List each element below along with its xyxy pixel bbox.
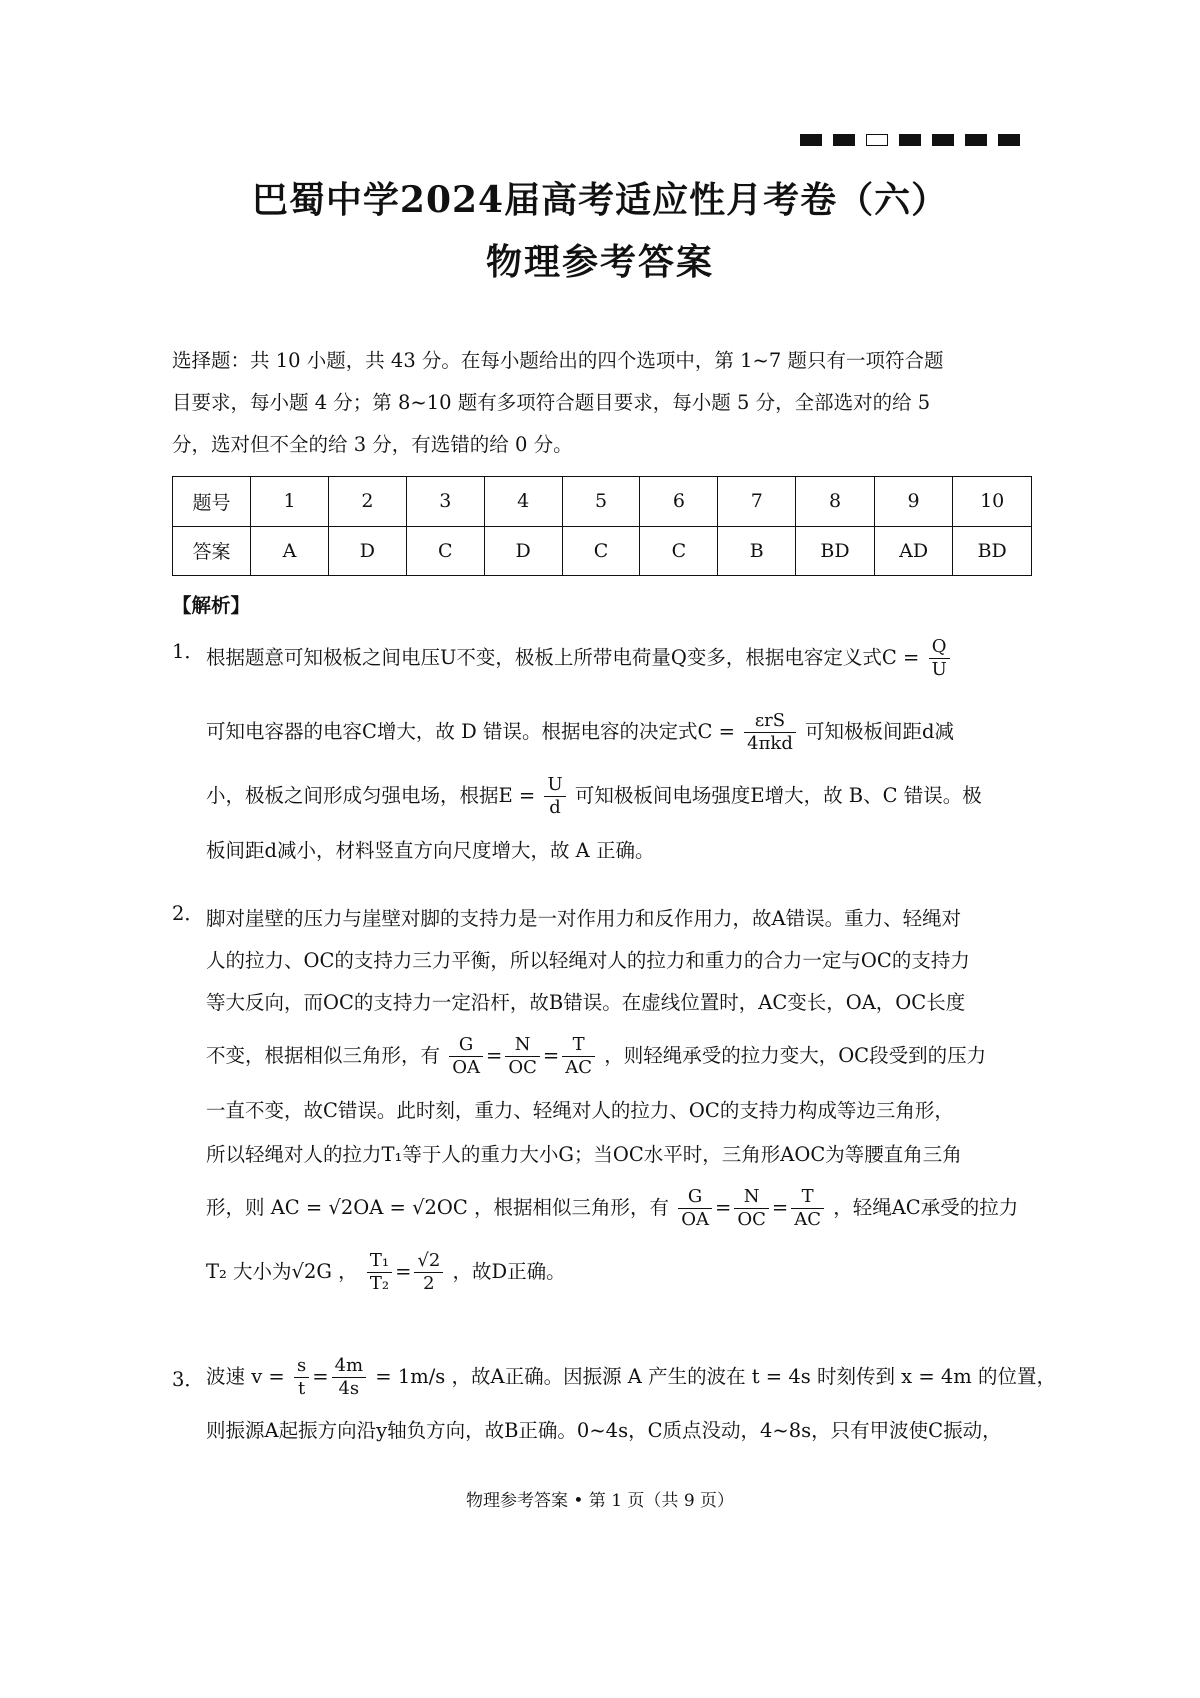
denominator: T₂	[369, 1273, 390, 1294]
denominator: AC	[565, 1057, 592, 1078]
solution-line: 人的拉力、OC的支持力三力平衡，所以轻绳对人的拉力和重力的合力一定与OC的支持力	[206, 949, 970, 972]
marker-square	[800, 134, 822, 146]
solution-line	[206, 636, 1032, 700]
text-run: ，故D正确。	[452, 1260, 566, 1283]
table-cell: 3	[406, 477, 484, 527]
text-run: 可知极板间距d减	[805, 720, 955, 743]
numerator: T₁	[367, 1250, 392, 1273]
question-number: 2．	[172, 902, 204, 925]
denominator: 2	[423, 1273, 435, 1294]
text-run: 小，极板之间形成匀强电场，根据E =	[206, 784, 536, 807]
table-cell: C	[562, 526, 640, 576]
fraction	[791, 1186, 824, 1231]
text-run: 可知电容器的电容C增大，故 D 错误。根据电容的决定式C =	[206, 720, 735, 743]
fraction	[734, 1186, 769, 1231]
denominator: 4πkd	[747, 733, 793, 754]
fraction	[414, 1250, 443, 1295]
solution-line: 板间距d减小，材料竖直方向尺度增大，故 A 正确。	[206, 839, 655, 862]
numerator: s	[294, 1355, 309, 1378]
fraction	[294, 1355, 309, 1400]
marker-square	[965, 134, 987, 146]
exam-title: 巴蜀中学2024届高考适应性月考卷（六）	[251, 179, 949, 221]
marker-square	[833, 134, 855, 146]
denominator: t	[297, 1378, 306, 1399]
analysis-heading: 【解析】	[172, 594, 251, 617]
answer-table	[172, 476, 1032, 576]
solution-3	[172, 1346, 1056, 1454]
table-cell: BD	[796, 526, 875, 576]
table-cell: BD	[953, 526, 1032, 576]
denominator: AC	[794, 1209, 821, 1230]
fraction	[332, 1355, 367, 1400]
text-run: T₂ 大小为√2G ，	[206, 1260, 358, 1283]
fraction	[544, 774, 565, 819]
numerator: √2	[414, 1250, 443, 1273]
table-cell: A	[251, 526, 329, 576]
numerator: T	[562, 1034, 595, 1057]
solution-line: 等大反向，而OC的支持力一定沿杆，故B错误。在虚线位置时，AC变长，OA，OC长度	[206, 991, 966, 1014]
solution-line: 所以轻绳对人的拉力T₁等于人的重力大小G；当OC水平时，三角形AOC为等腰直角三角	[206, 1143, 962, 1166]
marker-square	[899, 134, 921, 146]
text-run: 形，则 AC = √2OA = √2OC ，根据相似三角形，有	[206, 1196, 670, 1219]
denominator: d	[549, 797, 561, 818]
denominator: OC	[508, 1057, 537, 1078]
exam-subtitle: 物理参考答案	[485, 241, 714, 283]
instruction-line: 分，选对但不全的给 3 分，有选错的给 0 分。	[172, 433, 573, 456]
table-cell: C	[640, 526, 718, 576]
numerator: N	[734, 1186, 769, 1209]
table-cell: 1	[251, 477, 329, 527]
solution-line: 则振源A起振方向沿y轴负方向，故B正确。0~4s，C质点没动，4~8s，只有甲波使C振动，	[206, 1419, 1002, 1442]
solution-1	[172, 636, 1032, 874]
text-run: = 1m/s ，故A正确。因振源 A 产生的波在 t = 4s 时刻传到 x = 4m 的位置，	[375, 1365, 1056, 1388]
denominator: OA	[452, 1057, 480, 1078]
fraction	[678, 1186, 712, 1231]
table-cell: 9	[874, 477, 953, 527]
numerator: U	[544, 774, 565, 797]
marker-square	[932, 134, 954, 146]
table-row-numbers	[173, 477, 1032, 527]
solution-line	[206, 700, 1032, 764]
fraction	[929, 636, 950, 681]
question-number: 1．	[172, 640, 204, 663]
page-marker-squares	[800, 134, 1020, 146]
solution-line: 波速 v = $\frac{s}{t}$ = $\frac{4m}{4s}$ = 1m/s ，故A正确。因振源 A 产生的波在 t = 4s 时刻传到 x = 4m 的位置，	[206, 1355, 1056, 1399]
denominator: 4s	[338, 1378, 360, 1399]
row-header: 题号	[173, 477, 251, 527]
table-cell: D	[484, 526, 562, 576]
table-cell: C	[406, 526, 484, 576]
numerator: N	[505, 1034, 540, 1057]
numerator: G	[678, 1186, 712, 1209]
instruction-line: 目要求，每小题 4 分；第 8~10 题有多项符合题目要求，每小题 5 分，全部选对的给 5	[172, 391, 931, 414]
solution-line: 脚对崖壁的压力与崖壁对脚的支持力是一对作用力和反作用力，故A错误。重力、轻绳对	[206, 907, 962, 930]
solution-line: T₂ 大小为√2G ， $\frac{\text{T₁}}{\text{T₂}}$ = $\frac{√2}{2}$ ，故D正确。	[206, 1250, 566, 1294]
table-cell: 8	[796, 477, 875, 527]
table-cell: 7	[718, 477, 796, 527]
question-number: 3．	[172, 1368, 204, 1391]
denominator: U	[931, 659, 947, 680]
marker-square-hollow	[866, 134, 888, 146]
text-run: 波速 v =	[206, 1365, 285, 1388]
numerator: εrS	[744, 710, 796, 733]
table-row-answers	[173, 526, 1032, 576]
text-run: 可知极板间电场强度E增大，故 B、C 错误。极	[574, 784, 982, 807]
table-cell: D	[328, 526, 406, 576]
solution-line: 不变，根据相似三角形，有 $\frac{G}{OA}$ = $\frac{N}{OC}$ = $\frac{T}{AC}$ ，则轻绳承受的拉力变大，OC段受到的压力	[206, 1034, 987, 1078]
numerator: Q	[929, 636, 950, 659]
solution-line: 一直不变，故C错误。此时刻，重力、轻绳对人的拉力、OC的支持力构成等边三角形，	[206, 1099, 954, 1122]
solution-2	[172, 898, 1032, 1304]
denominator: OC	[737, 1209, 766, 1230]
table-cell: AD	[874, 526, 953, 576]
table-cell: 2	[328, 477, 406, 527]
text-run: ，则轻绳承受的拉力变大，OC段受到的压力	[604, 1044, 987, 1067]
table-cell: 6	[640, 477, 718, 527]
table-cell: 10	[953, 477, 1032, 527]
numerator: 4m	[332, 1355, 367, 1378]
text-run: ，轻绳AC承受的拉力	[833, 1196, 1019, 1219]
solution-line: 形，则 AC = √2OA = √2OC ，根据相似三角形，有 $\frac{G}{OA}$ = $\frac{N}{OC}$ = $\frac{T}{AC}$ ，轻绳AC承受的拉力	[206, 1186, 1019, 1230]
fraction	[449, 1034, 483, 1079]
table-cell: 5	[562, 477, 640, 527]
fraction	[367, 1250, 392, 1295]
table-cell: B	[718, 526, 796, 576]
denominator: OA	[681, 1209, 709, 1230]
page-footer: 物理参考答案 • 第 1 页（共 9 页）	[465, 1491, 735, 1511]
row-header: 答案	[173, 526, 251, 576]
table-cell: 4	[484, 477, 562, 527]
numerator: T	[791, 1186, 824, 1209]
text-run: 根据题意可知极板之间电压U不变，极板上所带电荷量Q变多，根据电容定义式C =	[206, 646, 920, 669]
text-run: 不变，根据相似三角形，有	[206, 1044, 441, 1067]
instruction-line: 选择题：共 10 小题，共 43 分。在每小题给出的四个选项中，第 1~7 题只有一项符合题	[172, 349, 944, 372]
fraction	[562, 1034, 595, 1079]
fraction	[505, 1034, 540, 1079]
numerator: G	[449, 1034, 483, 1057]
instructions	[172, 340, 1032, 466]
solution-line	[206, 764, 1032, 828]
fraction	[744, 710, 796, 755]
marker-square	[998, 134, 1020, 146]
